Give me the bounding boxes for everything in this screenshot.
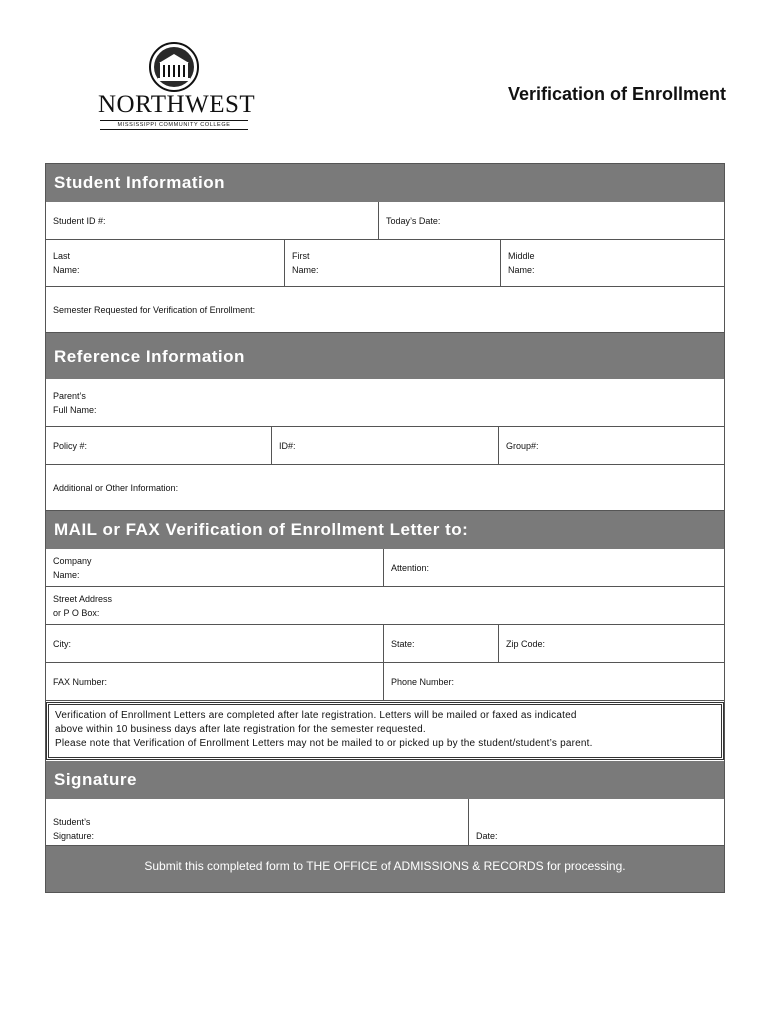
submit-instructions: Submit this completed form to THE OFFICE of ADMISSIONS & RECORDS for processing.: [46, 846, 724, 892]
row-student-id: [46, 202, 724, 240]
state-field[interactable]: [384, 625, 499, 662]
student-id-field[interactable]: [46, 202, 379, 239]
additional-info-label: Additional or Other Information:: [53, 482, 179, 493]
parent-name-field[interactable]: [46, 379, 724, 426]
policy-label: Policy #:: [53, 440, 88, 451]
student-id-label: Student ID #:: [53, 215, 106, 226]
last-name-field[interactable]: [46, 240, 285, 286]
fax-number-field[interactable]: [46, 663, 384, 700]
notice-box: [46, 702, 724, 760]
college-subline: MISSISSIPPI COMMUNITY COLLEGE: [100, 120, 248, 130]
row-company: [46, 549, 724, 587]
section-header-mail: MAIL or FAX Verification of Enrollment Letter to:: [46, 511, 724, 549]
company-name-field[interactable]: [46, 549, 384, 586]
student-signature-field[interactable]: [46, 799, 469, 845]
signature-date-label: Date:: [476, 831, 498, 841]
row-policy: [46, 427, 724, 465]
college-logo: [98, 40, 256, 132]
document-title: Verification of Enrollment: [507, 84, 726, 104]
signature-date-field[interactable]: [469, 799, 724, 845]
student-signature-label-2: Signature:: [53, 831, 95, 841]
reference-id-field[interactable]: [272, 427, 499, 464]
attention-label: Attention:: [391, 562, 430, 573]
last-name-label-2: Name:: [53, 265, 80, 275]
row-name: [46, 240, 724, 287]
street-address-label-2: or P O Box:: [53, 607, 100, 618]
notice-line-2: above within 10 business days after late registration for the semester requested.: [55, 724, 426, 735]
first-name-label-2: Name:: [292, 265, 319, 275]
section-header-student: Student Information: [46, 164, 724, 202]
first-name-field[interactable]: [285, 240, 501, 286]
todays-date-field[interactable]: [379, 202, 724, 239]
company-name-label-2: Name:: [53, 569, 80, 580]
company-name-label-1: Company: [53, 555, 92, 566]
city-field[interactable]: [46, 625, 384, 662]
zip-code-field[interactable]: [499, 625, 724, 662]
section-header-signature: Signature: [46, 761, 724, 799]
policy-field[interactable]: [46, 427, 272, 464]
row-parent: [46, 379, 724, 427]
attention-field[interactable]: [384, 549, 724, 586]
student-signature-label-1: Student’s: [53, 817, 91, 827]
college-seal-icon: [149, 42, 199, 92]
middle-name-field[interactable]: [501, 240, 724, 286]
middle-name-label-2: Name:: [508, 265, 535, 275]
semester-field[interactable]: [46, 287, 724, 332]
first-name-label-1: First: [292, 251, 310, 261]
street-address-label-1: Street Address: [53, 593, 113, 604]
additional-info-field[interactable]: [46, 465, 724, 510]
semester-label: Semester Requested for Verification of Enrollment:: [53, 304, 256, 315]
enrollment-form: [45, 163, 725, 893]
last-name-label-1: Last: [53, 251, 71, 261]
todays-date-label: Today’s Date:: [386, 215, 441, 226]
row-semester: [46, 287, 724, 333]
row-street: [46, 587, 724, 625]
section-header-reference: Reference Information: [46, 333, 724, 379]
phone-number-field[interactable]: [384, 663, 724, 700]
phone-number-label: Phone Number:: [391, 676, 455, 687]
middle-name-label-1: Middle: [508, 251, 535, 261]
reference-id-label: ID#:: [279, 440, 296, 451]
group-label: Group#:: [506, 440, 539, 451]
college-wordmark: NORTHWEST: [98, 91, 256, 118]
fax-number-label: FAX Number:: [53, 676, 108, 687]
parent-name-label-2: Full Name:: [53, 404, 97, 415]
notice-line-3: Please note that Verification of Enrollment Letters may not be mailed to or picked up by the student/student’s parent.: [55, 738, 593, 749]
group-field[interactable]: [499, 427, 724, 464]
row-additional: [46, 465, 724, 511]
zip-code-label: Zip Code:: [506, 638, 546, 649]
row-fax: [46, 663, 724, 701]
street-address-field[interactable]: [46, 587, 724, 624]
row-city: [46, 625, 724, 663]
parent-name-label-1: Parent’s: [53, 390, 86, 401]
notice-line-1: Verification of Enrollment Letters are completed after late registration. Letters will be mailed or faxed as indicated: [55, 710, 577, 721]
city-label: City:: [53, 638, 71, 649]
row-signature: [46, 799, 724, 846]
state-label: State:: [391, 638, 415, 649]
